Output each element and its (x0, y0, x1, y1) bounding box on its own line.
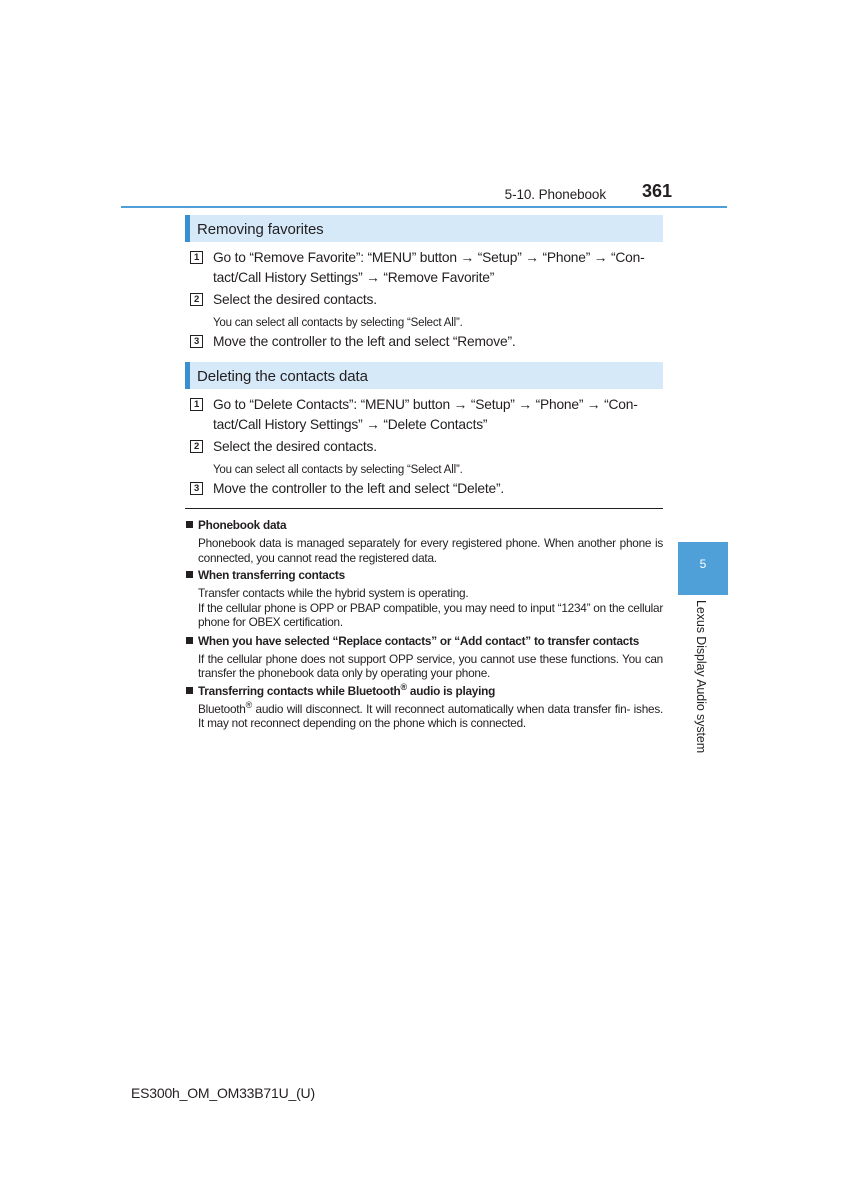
header-rule (121, 206, 727, 208)
step-text: Go to “Delete Contacts”: “MENU” button → “Setup” → “Phone” → “Con- tact/Call History Settings” → “Delete Contacts” (213, 397, 638, 432)
note-body (185, 536, 663, 565)
section-heading-deleting-contacts: Deleting the contacts data (185, 362, 663, 389)
page-header (0, 181, 848, 209)
step-number-badge: 3 (190, 335, 203, 348)
note-paragraph: If the cellular phone does not support OPP service, you cannot use these functions. You can transfer the phonebook data only by operating your phone. (198, 651, 663, 680)
registered-mark: ® (245, 699, 252, 710)
note-title (185, 567, 663, 583)
step-item (185, 248, 663, 287)
note-text: audio will disconnect. It will reconnect automatically when data transfer fin- ishes. It may not reconnect depending on the phone which is connected. (198, 701, 663, 730)
steps-deleting-contacts (185, 395, 663, 498)
section-heading-removing-favorites: Removing favorites (185, 215, 663, 242)
step-item (185, 395, 663, 434)
note-title-text: When transferring contacts (198, 568, 345, 582)
note-body (185, 699, 663, 731)
step-note: You can select all contacts by selecting “Select All”. (213, 316, 463, 329)
notes-divider (185, 508, 663, 509)
step-text: Move the controller to the left and select “Remove”. (213, 333, 516, 349)
step-text: Select the desired contacts. (213, 439, 377, 454)
steps-removing-favorites (185, 248, 663, 351)
square-bullet-icon (186, 571, 193, 578)
step-number-badge: 1 (190, 251, 203, 264)
step-item (185, 290, 663, 310)
step-item (185, 479, 663, 499)
note-paragraph: Phonebook data is managed separately for every registered phone. When another phone is connected, you cannot read the registered data. (198, 536, 663, 565)
note-title-text: Transferring contacts while Bluetooth (198, 683, 401, 698)
note-title-text: Phonebook data (198, 518, 287, 532)
step-item (185, 332, 663, 352)
section-reference: 5-10. Phonebook (504, 187, 606, 202)
step-text: Select the desired contacts. (213, 292, 377, 307)
note-title-text: When you have selected “Replace contacts” or “Add contact” to transfer contacts (198, 633, 640, 648)
note-title (185, 633, 663, 649)
square-bullet-icon (186, 637, 193, 644)
note-body (185, 652, 663, 681)
step-number-badge: 2 (190, 293, 203, 306)
note-text: Bluetooth (198, 701, 246, 716)
step-number-badge: 3 (190, 482, 203, 495)
page-content (185, 215, 663, 731)
square-bullet-icon (186, 521, 193, 528)
page-number: 361 (642, 181, 673, 201)
square-bullet-icon (186, 687, 193, 694)
step-text: Go to “Remove Favorite”: “MENU” button → “Setup” → “Phone” → “Con- tact/Call History Settings” → “Remove Favorite” (213, 250, 645, 285)
step-text: Move the controller to the left and select “Delete”. (213, 480, 504, 496)
step-item (185, 437, 663, 457)
note-title-text: audio is playing (406, 683, 496, 698)
registered-mark: ® (400, 681, 407, 692)
notes (185, 517, 663, 731)
note-paragraph: Transfer contacts while the hybrid system is operating. (198, 586, 469, 600)
footer-doc-code: ES300h_OM_OM33B71U_(U) (131, 1085, 315, 1101)
note-title (185, 683, 663, 699)
note-title (185, 517, 663, 533)
step-number-badge: 2 (190, 440, 203, 453)
step-note: You can select all contacts by selecting “Select All”. (213, 463, 463, 476)
chapter-tab: 5 (678, 542, 728, 595)
note-paragraph: If the cellular phone is OPP or PBAP compatible, you may need to input “1234” on the cellular phone for OBEX certification. (198, 600, 663, 629)
note-paragraph (198, 699, 663, 731)
note-body (185, 586, 663, 630)
step-number-badge: 1 (190, 398, 203, 411)
chapter-title-vertical: Lexus Display Audio system (694, 600, 708, 754)
